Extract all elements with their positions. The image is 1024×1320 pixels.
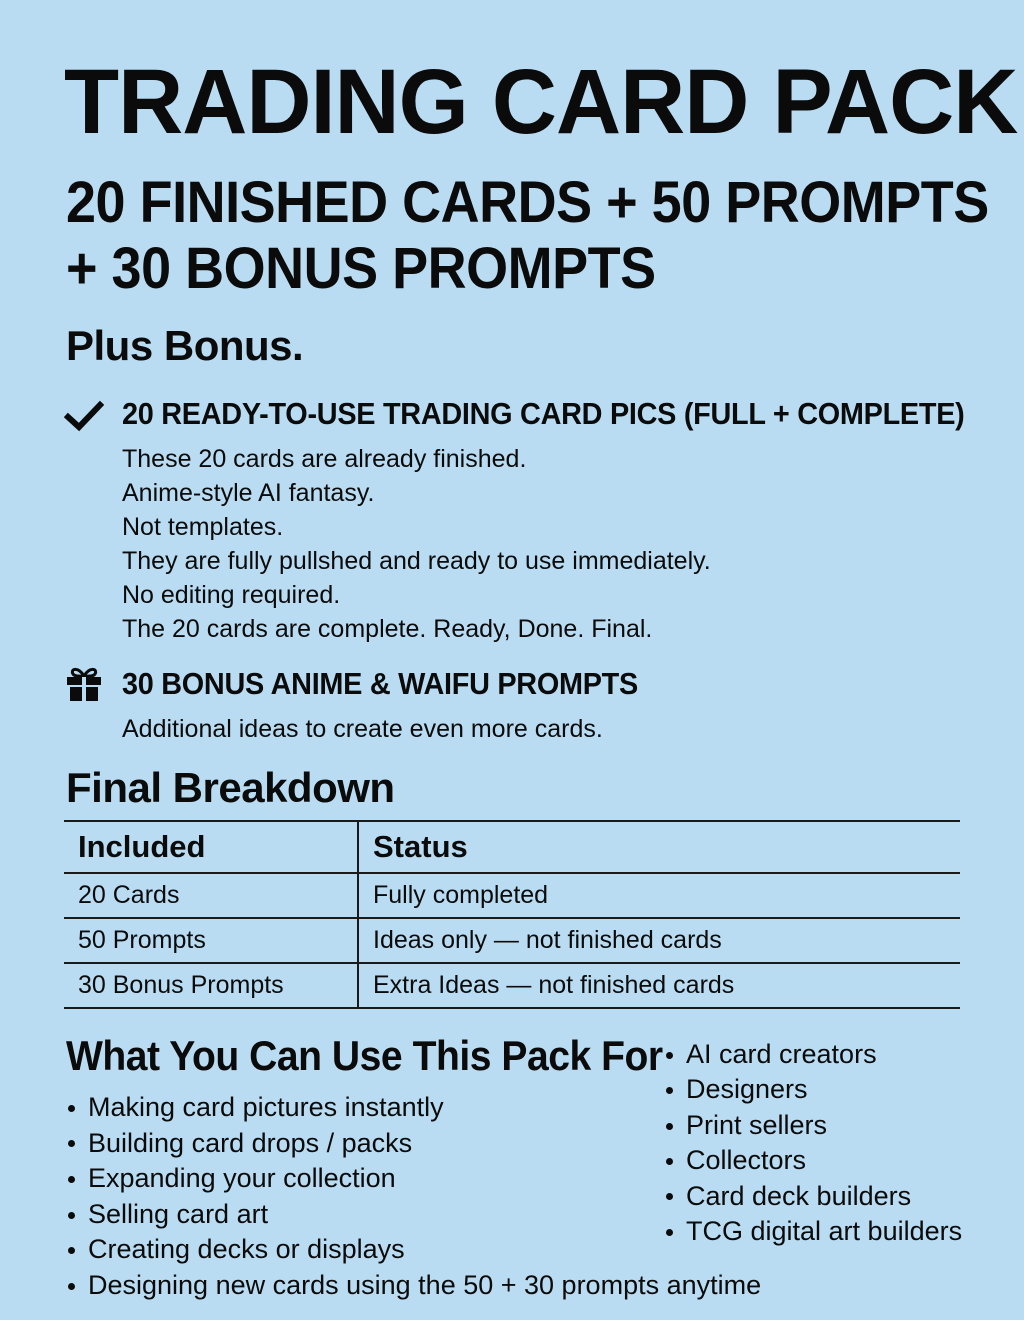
list-item: Collectors <box>664 1143 962 1178</box>
table-header-row <box>64 821 960 873</box>
list-item: Building card drops / packs <box>66 1126 761 1162</box>
uses-heading: What You Can Use This Pack For <box>66 1032 663 1079</box>
feature-line: The 20 cards are complete. Ready, Done. Final. <box>122 615 653 643</box>
feature-line: Additional ideas to create even more cards. <box>122 715 603 743</box>
column-header: Status <box>358 821 960 873</box>
subtitle-line-2: + 30 BONUS PROMPTS <box>66 236 656 301</box>
feature-heading: 30 BONUS ANIME & WAIFU PROMPTS <box>122 666 638 701</box>
feature-description <box>122 712 603 746</box>
column-header: Included <box>64 821 358 873</box>
breakdown-table <box>64 820 960 1009</box>
table-cell: Extra Ideas — not finished cards <box>358 963 960 1008</box>
feature-line: Anime-style AI fantasy. <box>122 479 375 507</box>
feature-description <box>122 442 711 646</box>
list-item: Print sellers <box>664 1108 962 1143</box>
feature-line: No editing required. <box>122 581 341 609</box>
list-item: Designers <box>664 1072 962 1107</box>
table-row <box>64 918 960 963</box>
list-item: TCG digital art builders <box>664 1214 962 1249</box>
uses-list <box>66 1090 761 1304</box>
feature-line: Not templates. <box>122 513 284 541</box>
check-icon <box>64 396 104 436</box>
list-item: Selling card art <box>66 1197 761 1233</box>
table-cell: Fully completed <box>358 873 960 918</box>
list-item: Card deck builders <box>664 1179 962 1214</box>
breakdown-heading: Final Breakdown <box>66 764 395 811</box>
table-cell: 50 Prompts <box>64 918 358 963</box>
table-cell: 20 Cards <box>64 873 358 918</box>
table-cell: Ideas only — not finished cards <box>358 918 960 963</box>
list-item: Creating decks or displays <box>66 1232 761 1268</box>
gift-icon <box>64 664 104 704</box>
table-row <box>64 963 960 1008</box>
plus-bonus-heading: Plus Bonus. <box>66 322 304 369</box>
table-cell: 30 Bonus Prompts <box>64 963 358 1008</box>
audience-list <box>664 1037 962 1249</box>
list-item: Expanding your collection <box>66 1161 761 1197</box>
list-item: Designing new cards using the 50 + 30 prompts anytime <box>66 1268 761 1304</box>
table-row <box>64 873 960 918</box>
feature-line: These 20 cards are already finished. <box>122 445 527 473</box>
feature-heading: 20 READY-TO-USE TRADING CARD PICS (FULL + COMPLETE) <box>122 396 965 431</box>
page-subtitle <box>66 170 989 302</box>
list-item: Making card pictures instantly <box>66 1090 761 1126</box>
list-item: AI card creators <box>664 1037 962 1072</box>
feature-line: They are fully pullshed and ready to use immediately. <box>122 547 711 575</box>
subtitle-line-1: 20 FINISHED CARDS + 50 PROMPTS <box>66 170 989 235</box>
page-title: TRADING CARD PACK <box>64 51 1018 153</box>
